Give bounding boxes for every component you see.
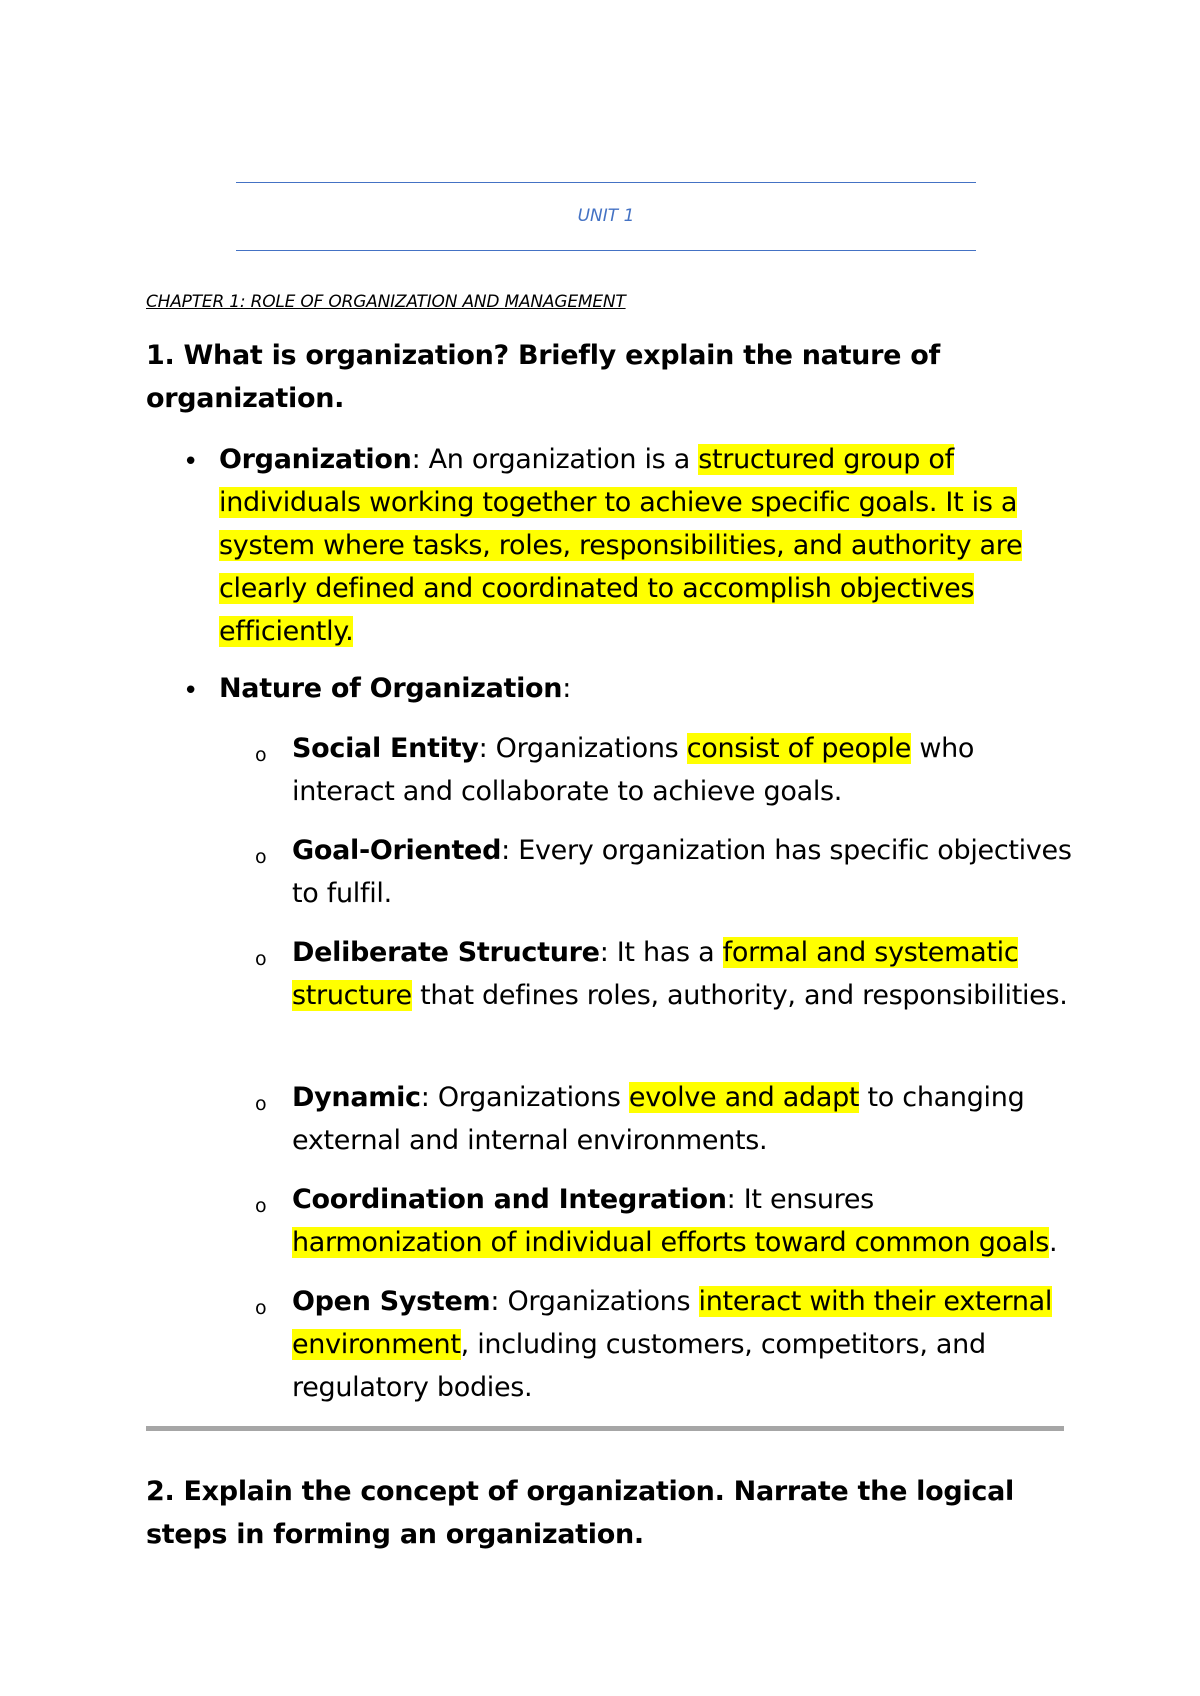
organization-definition: Organization: An organization is a structured group of individuals working together to achieve specific goals. It is a system where tasks, roles, responsibilities, and authority are clearly defined and coordinated to accomplish objectives efficiently.	[219, 444, 1023, 647]
sub-bullet-marker: o	[255, 1093, 267, 1115]
item-term: Open System	[292, 1286, 491, 1317]
header-unit-label: UNIT 1	[577, 206, 635, 226]
item-term: Social Entity	[292, 733, 479, 764]
item-term: Goal-Oriented	[292, 835, 502, 866]
header-rule-top	[236, 182, 976, 183]
section-divider	[146, 1426, 1064, 1431]
nature-item-coordination: Coordination and Integration: It ensures harmonization of individual efforts toward common goals.	[292, 1184, 1058, 1258]
question-2-title: 2. Explain the concept of organization. Narrate the logical steps in forming an organization.	[146, 1476, 1014, 1550]
term-nature: Nature of Organization	[219, 673, 563, 704]
sub-bullet-marker: o	[255, 948, 267, 970]
highlighted-text: formal and systematic structure	[292, 937, 1019, 1011]
question-1-title: 1. What is organization? Briefly explain the nature of organization.	[146, 340, 940, 414]
nature-item-open-system: Open System: Organizations interact with their external environment, including customers, competitors, and regulatory bodies.	[292, 1286, 1053, 1403]
sub-bullet-marker: o	[255, 1297, 267, 1319]
nature-item-dynamic: Dynamic: Organizations evolve and adapt to changing external and internal environments.	[292, 1082, 1025, 1156]
sub-bullet-marker: o	[255, 846, 267, 868]
nature-item-social-entity: Social Entity: Organizations consist of people who interact and collaborate to achieve goals.	[292, 733, 975, 807]
highlighted-text: consist of people	[686, 733, 912, 764]
highlighted-text: evolve and adapt	[628, 1082, 860, 1113]
bullet-marker: •	[183, 447, 199, 477]
nature-item-deliberate-structure: Deliberate Structure: It has a formal and systematic structure that defines roles, authority, and responsibilities.	[292, 937, 1068, 1011]
bullet-marker: •	[183, 676, 199, 706]
nature-item-goal-oriented: Goal-Oriented: Every organization has specific objectives to fulfil.	[292, 835, 1072, 909]
item-term: Dynamic	[292, 1082, 421, 1113]
header-rule-bottom	[236, 250, 976, 251]
item-term: Coordination and Integration	[292, 1184, 727, 1215]
chapter-title: CHAPTER 1: ROLE OF ORGANIZATION AND MANAGEMENT	[146, 292, 626, 312]
highlighted-text: interact with their external environment	[292, 1286, 1053, 1360]
highlighted-text: structured group of individuals working together to achieve specific goals. It is a system where tasks, roles, responsibilities, and authority are clearly defined and coordinated to accomplish objectives efficiently.	[219, 444, 1023, 647]
term-organization: Organization	[219, 444, 412, 475]
highlighted-text: harmonization of individual efforts toward common goals	[292, 1227, 1049, 1258]
nature-heading: Nature of Organization:	[219, 673, 572, 704]
item-term: Deliberate Structure	[292, 937, 600, 968]
sub-bullet-marker: o	[255, 1195, 267, 1217]
definition-text: An organization is a	[420, 444, 699, 475]
sub-bullet-marker: o	[255, 744, 267, 766]
